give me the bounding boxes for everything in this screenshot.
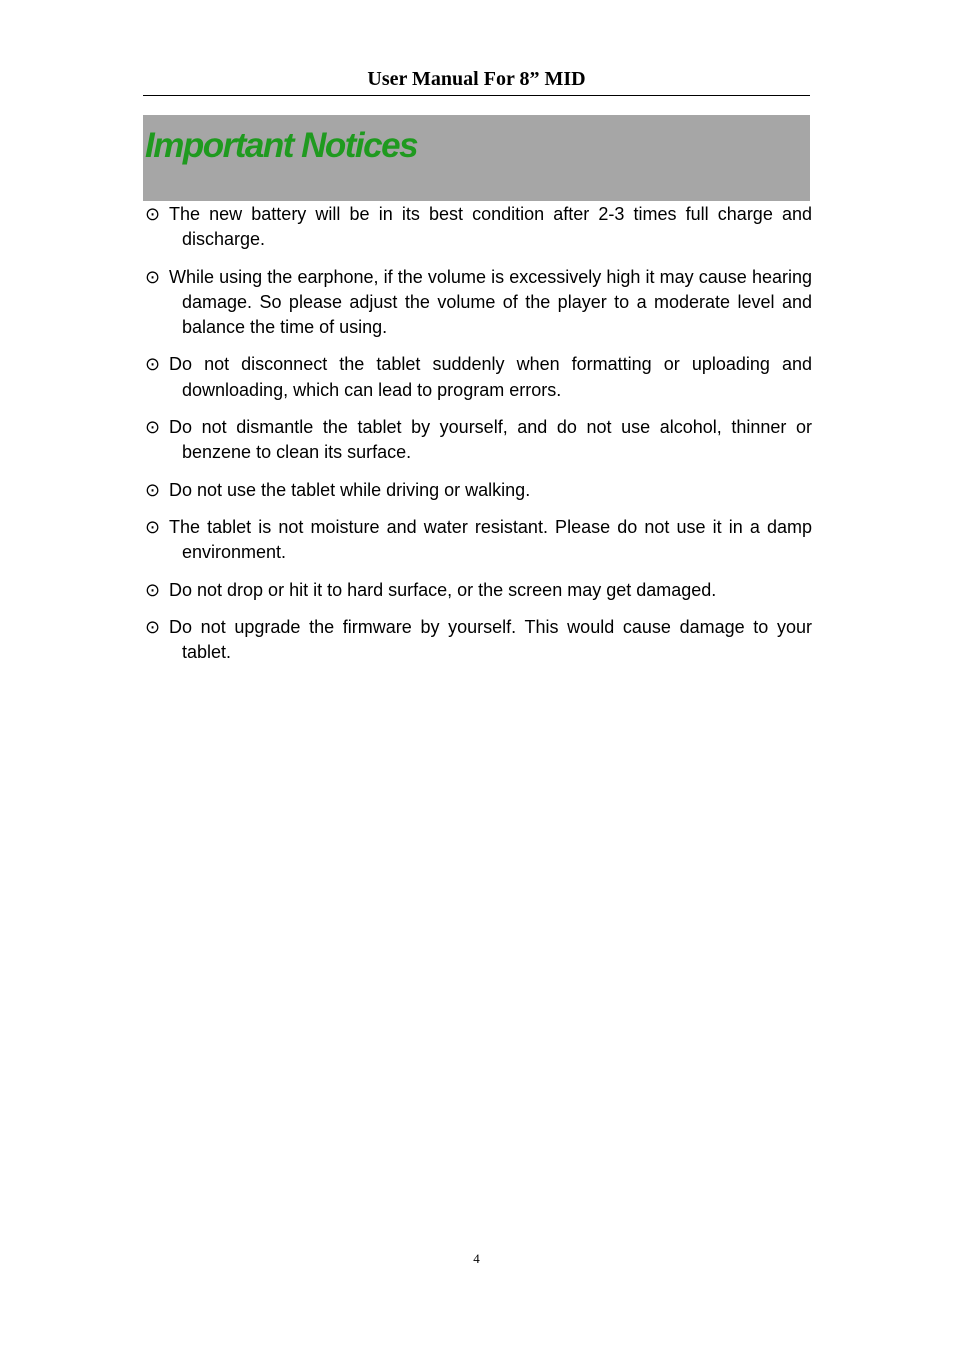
notice-list bbox=[145, 202, 812, 677]
circled-dot-bullet-icon: ⊙ bbox=[145, 417, 161, 439]
circled-dot-bullet-icon: ⊙ bbox=[145, 266, 161, 288]
section-title: Important Notices bbox=[145, 126, 418, 165]
circled-dot-bullet-icon: ⊙ bbox=[145, 616, 161, 638]
notice-item bbox=[145, 578, 812, 603]
notice-text: While using the earphone, if the volume is excessively high it may cause hearing damage. So please adjust the volume of the player to a moderate level and balance the time of using. bbox=[169, 266, 812, 338]
circled-dot-bullet-icon: ⊙ bbox=[145, 479, 161, 501]
page-number: 4 bbox=[473, 1251, 480, 1266]
circled-dot-bullet-icon: ⊙ bbox=[145, 516, 161, 538]
notice-text: Do not upgrade the firmware by yourself. This would cause damage to your tablet. bbox=[169, 616, 812, 663]
notice-text: The new battery will be in its best condition after 2-3 times full charge and discharge. bbox=[169, 204, 812, 250]
notice-text: Do not drop or hit it to hard surface, or the screen may get damaged. bbox=[169, 579, 717, 600]
header-divider bbox=[143, 95, 810, 96]
notice-text: The tablet is not moisture and water resistant. Please do not use it in a damp environment. bbox=[169, 516, 812, 563]
notice-text: Do not disconnect the tablet suddenly when formatting or uploading and downloading, which can lead to program errors. bbox=[169, 354, 812, 400]
notice-item bbox=[145, 265, 812, 341]
notice-item bbox=[145, 352, 812, 403]
notice-item bbox=[145, 515, 812, 566]
circled-dot-bullet-icon: ⊙ bbox=[145, 354, 161, 376]
notice-item bbox=[145, 615, 812, 666]
notice-text: Do not use the tablet while driving or walking. bbox=[169, 479, 531, 500]
section-banner bbox=[143, 115, 810, 201]
notice-text: Do not dismantle the tablet by yourself, and do not use alcohol, thinner or benzene to clean its surface. bbox=[169, 417, 812, 463]
circled-dot-bullet-icon: ⊙ bbox=[145, 204, 161, 225]
notice-item bbox=[145, 478, 812, 503]
circled-dot-bullet-icon: ⊙ bbox=[145, 579, 161, 601]
page-header-title: User Manual For 8” MID bbox=[367, 68, 586, 90]
notice-item bbox=[145, 202, 812, 253]
notice-item bbox=[145, 415, 812, 466]
